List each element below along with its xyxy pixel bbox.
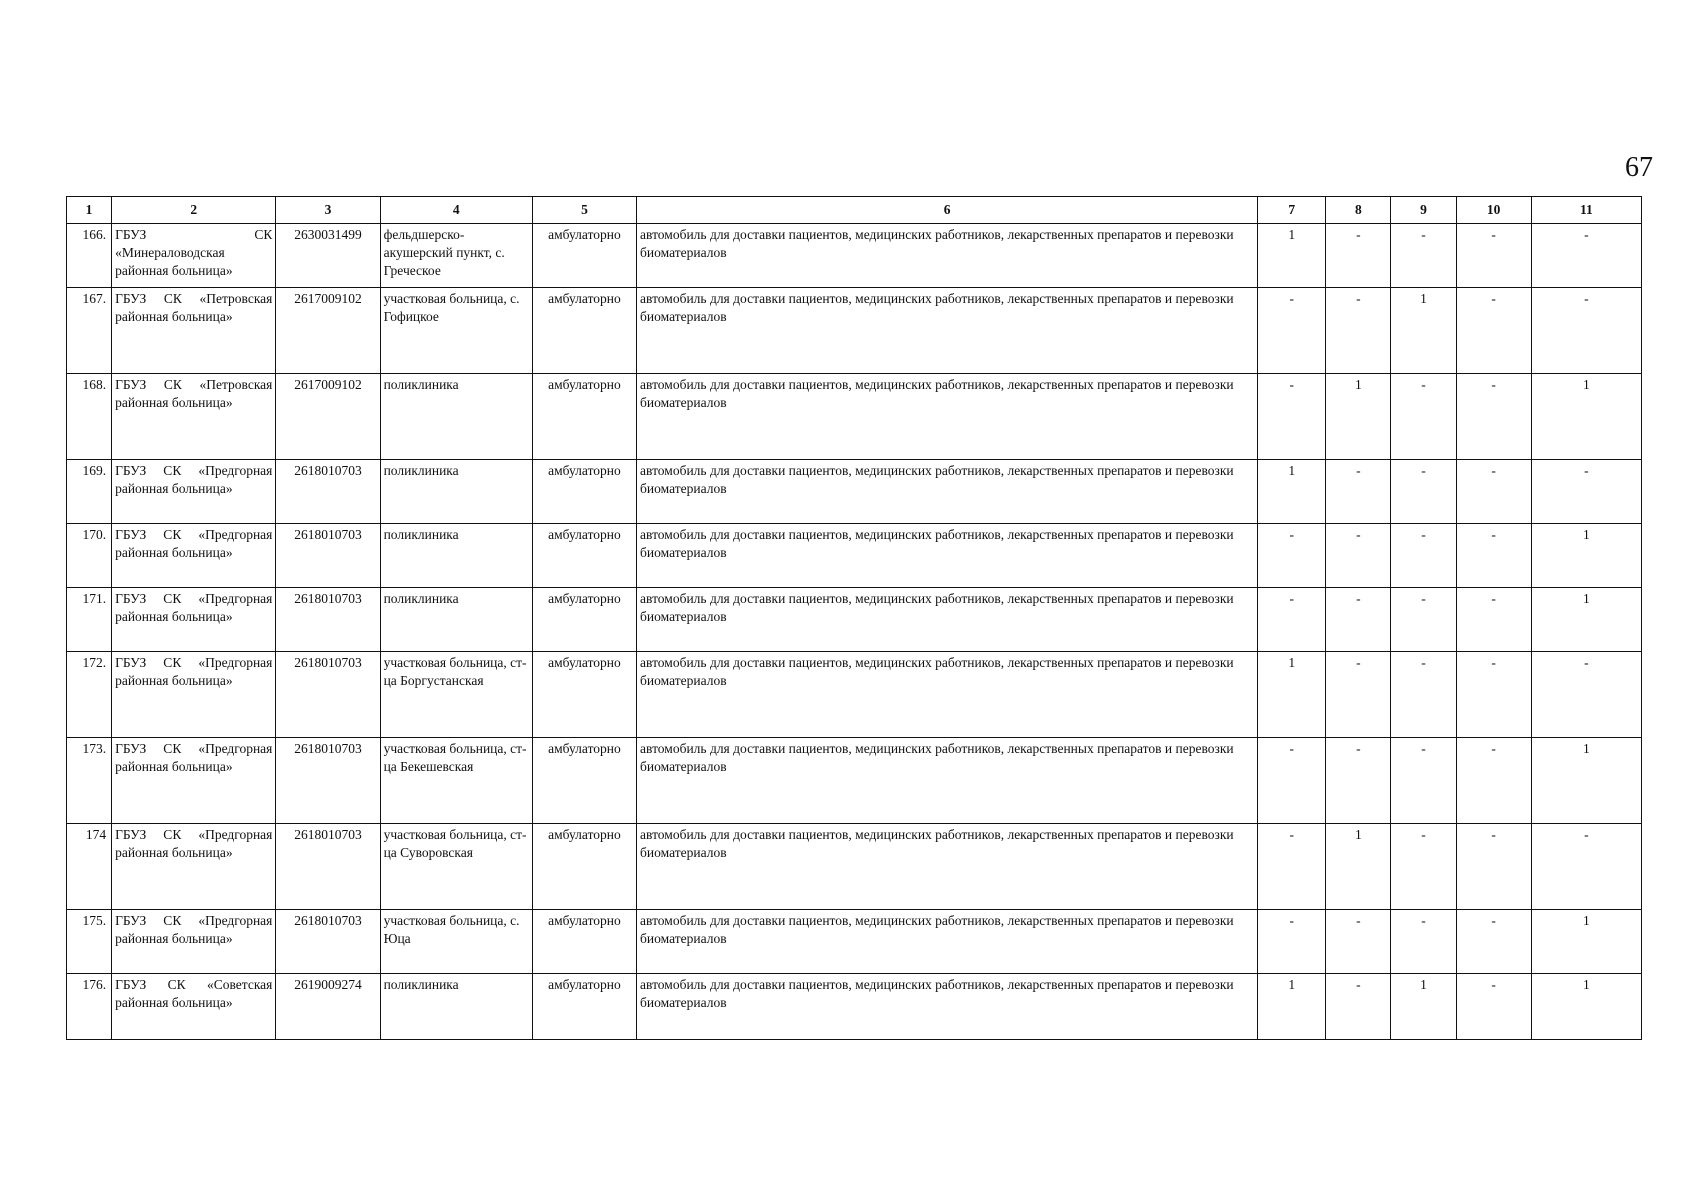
count-col-8: - bbox=[1326, 224, 1391, 288]
vehicle-purpose: автомобиль для доставки пациентов, медицинских работников, лекарственных препаратов и перевозки биоматериалов bbox=[637, 288, 1258, 374]
count-col-9: - bbox=[1391, 224, 1456, 288]
count-col-9: - bbox=[1391, 652, 1456, 738]
count-col-7: - bbox=[1258, 524, 1326, 588]
column-number-row bbox=[67, 197, 1642, 224]
organization-name: ГБУЗ СК «Предгорная районная больница» bbox=[112, 652, 276, 738]
facility-type: поликлиника bbox=[380, 374, 532, 460]
facility-type: поликлиника bbox=[380, 460, 532, 524]
count-col-7: - bbox=[1258, 738, 1326, 824]
facility-type: поликлиника bbox=[380, 974, 532, 1040]
count-col-10: - bbox=[1456, 288, 1531, 374]
column-header: 3 bbox=[276, 197, 380, 224]
count-col-8: - bbox=[1326, 910, 1391, 974]
care-form: амбулаторно bbox=[532, 974, 636, 1040]
count-col-9: - bbox=[1391, 824, 1456, 910]
count-col-7: - bbox=[1258, 288, 1326, 374]
table-row bbox=[67, 910, 1642, 974]
inn: 2618010703 bbox=[276, 738, 380, 824]
vehicle-allocation-table bbox=[66, 196, 1642, 1040]
organization-name: ГБУЗ СК «Советская районная больница» bbox=[112, 974, 276, 1040]
facility-type: поликлиника bbox=[380, 524, 532, 588]
count-col-9: - bbox=[1391, 910, 1456, 974]
organization-name: ГБУЗ СК «Предгорная районная больница» bbox=[112, 738, 276, 824]
count-col-8: - bbox=[1326, 738, 1391, 824]
vehicle-purpose: автомобиль для доставки пациентов, медицинских работников, лекарственных препаратов и перевозки биоматериалов bbox=[637, 460, 1258, 524]
row-number: 170. bbox=[67, 524, 112, 588]
page-number: 67 bbox=[1625, 152, 1653, 183]
table-row bbox=[67, 374, 1642, 460]
row-number: 176. bbox=[67, 974, 112, 1040]
count-col-10: - bbox=[1456, 524, 1531, 588]
table-row bbox=[67, 524, 1642, 588]
count-col-8: 1 bbox=[1326, 824, 1391, 910]
row-number: 172. bbox=[67, 652, 112, 738]
count-col-8: - bbox=[1326, 288, 1391, 374]
row-number: 173. bbox=[67, 738, 112, 824]
count-col-8: - bbox=[1326, 588, 1391, 652]
inn: 2619009274 bbox=[276, 974, 380, 1040]
table-row bbox=[67, 460, 1642, 524]
count-col-9: - bbox=[1391, 460, 1456, 524]
count-col-11: 1 bbox=[1531, 974, 1641, 1040]
care-form: амбулаторно bbox=[532, 738, 636, 824]
care-form: амбулаторно bbox=[532, 652, 636, 738]
count-col-11: - bbox=[1531, 224, 1641, 288]
count-col-7: 1 bbox=[1258, 652, 1326, 738]
count-col-9: 1 bbox=[1391, 288, 1456, 374]
count-col-10: - bbox=[1456, 374, 1531, 460]
inn: 2618010703 bbox=[276, 824, 380, 910]
count-col-7: - bbox=[1258, 374, 1326, 460]
inn: 2618010703 bbox=[276, 524, 380, 588]
table-row bbox=[67, 974, 1642, 1040]
count-col-9: - bbox=[1391, 374, 1456, 460]
row-number: 171. bbox=[67, 588, 112, 652]
facility-type: участковая больница, ст-ца Суворовская bbox=[380, 824, 532, 910]
count-col-10: - bbox=[1456, 588, 1531, 652]
column-header: 6 bbox=[637, 197, 1258, 224]
care-form: амбулаторно bbox=[532, 524, 636, 588]
count-col-11: - bbox=[1531, 652, 1641, 738]
facility-type: участковая больница, с. Гофицкое bbox=[380, 288, 532, 374]
count-col-11: - bbox=[1531, 288, 1641, 374]
count-col-10: - bbox=[1456, 738, 1531, 824]
count-col-10: - bbox=[1456, 910, 1531, 974]
row-number: 168. bbox=[67, 374, 112, 460]
column-header: 9 bbox=[1391, 197, 1456, 224]
inn: 2630031499 bbox=[276, 224, 380, 288]
organization-name: ГБУЗ СК «Предгорная районная больница» bbox=[112, 910, 276, 974]
vehicle-purpose: автомобиль для доставки пациентов, медицинских работников, лекарственных препаратов и перевозки биоматериалов bbox=[637, 910, 1258, 974]
inn: 2618010703 bbox=[276, 652, 380, 738]
vehicle-purpose: автомобиль для доставки пациентов, медицинских работников, лекарственных препаратов и перевозки биоматериалов bbox=[637, 224, 1258, 288]
care-form: амбулаторно bbox=[532, 460, 636, 524]
count-col-11: 1 bbox=[1531, 738, 1641, 824]
count-col-8: - bbox=[1326, 460, 1391, 524]
care-form: амбулаторно bbox=[532, 288, 636, 374]
count-col-9: - bbox=[1391, 738, 1456, 824]
organization-name: ГБУЗ СК «Петровская районная больница» bbox=[112, 288, 276, 374]
count-col-7: - bbox=[1258, 824, 1326, 910]
count-col-11: - bbox=[1531, 460, 1641, 524]
table-row bbox=[67, 652, 1642, 738]
table-row bbox=[67, 738, 1642, 824]
facility-type: участковая больница, с. Юца bbox=[380, 910, 532, 974]
count-col-10: - bbox=[1456, 824, 1531, 910]
row-number: 175. bbox=[67, 910, 112, 974]
count-col-10: - bbox=[1456, 974, 1531, 1040]
organization-name: ГБУЗ СК «Предгорная районная больница» bbox=[112, 824, 276, 910]
count-col-7: - bbox=[1258, 910, 1326, 974]
count-col-9: - bbox=[1391, 524, 1456, 588]
column-header: 7 bbox=[1258, 197, 1326, 224]
vehicle-purpose: автомобиль для доставки пациентов, медицинских работников, лекарственных препаратов и перевозки биоматериалов bbox=[637, 524, 1258, 588]
count-col-7: 1 bbox=[1258, 974, 1326, 1040]
table-row bbox=[67, 588, 1642, 652]
facility-type: участковая больница, ст-ца Бекешевская bbox=[380, 738, 532, 824]
care-form: амбулаторно bbox=[532, 374, 636, 460]
column-header: 10 bbox=[1456, 197, 1531, 224]
care-form: амбулаторно bbox=[532, 224, 636, 288]
inn: 2618010703 bbox=[276, 910, 380, 974]
count-col-11: 1 bbox=[1531, 374, 1641, 460]
count-col-8: 1 bbox=[1326, 374, 1391, 460]
count-col-10: - bbox=[1456, 224, 1531, 288]
inn: 2618010703 bbox=[276, 588, 380, 652]
count-col-7: 1 bbox=[1258, 224, 1326, 288]
organization-name: ГБУЗ СК «Предгорная районная больница» bbox=[112, 588, 276, 652]
row-number: 169. bbox=[67, 460, 112, 524]
count-col-10: - bbox=[1456, 652, 1531, 738]
organization-name: ГБУЗ СК «Минераловодская районная больница» bbox=[112, 224, 276, 288]
vehicle-purpose: автомобиль для доставки пациентов, медицинских работников, лекарственных препаратов и перевозки биоматериалов bbox=[637, 652, 1258, 738]
table-row bbox=[67, 288, 1642, 374]
count-col-11: 1 bbox=[1531, 910, 1641, 974]
vehicle-purpose: автомобиль для доставки пациентов, медицинских работников, лекарственных препаратов и перевозки биоматериалов bbox=[637, 974, 1258, 1040]
vehicle-purpose: автомобиль для доставки пациентов, медицинских работников, лекарственных препаратов и перевозки биоматериалов bbox=[637, 824, 1258, 910]
column-header: 5 bbox=[532, 197, 636, 224]
column-header: 1 bbox=[67, 197, 112, 224]
count-col-9: 1 bbox=[1391, 974, 1456, 1040]
table-row bbox=[67, 224, 1642, 288]
row-number: 166. bbox=[67, 224, 112, 288]
row-number: 174 bbox=[67, 824, 112, 910]
count-col-7: - bbox=[1258, 588, 1326, 652]
vehicle-purpose: автомобиль для доставки пациентов, медицинских работников, лекарственных препаратов и перевозки биоматериалов bbox=[637, 588, 1258, 652]
care-form: амбулаторно bbox=[532, 588, 636, 652]
vehicle-purpose: автомобиль для доставки пациентов, медицинских работников, лекарственных препаратов и перевозки биоматериалов bbox=[637, 738, 1258, 824]
facility-type: участковая больница, ст-ца Боргустанская bbox=[380, 652, 532, 738]
facility-type: поликлиника bbox=[380, 588, 532, 652]
care-form: амбулаторно bbox=[532, 910, 636, 974]
column-header: 8 bbox=[1326, 197, 1391, 224]
count-col-11: 1 bbox=[1531, 524, 1641, 588]
facility-type: фельдшерско-акушерский пункт, с. Греческое bbox=[380, 224, 532, 288]
table-row bbox=[67, 824, 1642, 910]
column-header: 4 bbox=[380, 197, 532, 224]
organization-name: ГБУЗ СК «Петровская районная больница» bbox=[112, 374, 276, 460]
count-col-11: 1 bbox=[1531, 588, 1641, 652]
inn: 2617009102 bbox=[276, 288, 380, 374]
count-col-9: - bbox=[1391, 588, 1456, 652]
organization-name: ГБУЗ СК «Предгорная районная больница» bbox=[112, 524, 276, 588]
count-col-7: 1 bbox=[1258, 460, 1326, 524]
count-col-8: - bbox=[1326, 524, 1391, 588]
count-col-11: - bbox=[1531, 824, 1641, 910]
count-col-10: - bbox=[1456, 460, 1531, 524]
care-form: амбулаторно bbox=[532, 824, 636, 910]
vehicle-purpose: автомобиль для доставки пациентов, медицинских работников, лекарственных препаратов и перевозки биоматериалов bbox=[637, 374, 1258, 460]
count-col-8: - bbox=[1326, 652, 1391, 738]
organization-name: ГБУЗ СК «Предгорная районная больница» bbox=[112, 460, 276, 524]
column-header: 11 bbox=[1531, 197, 1641, 224]
inn: 2617009102 bbox=[276, 374, 380, 460]
row-number: 167. bbox=[67, 288, 112, 374]
column-header: 2 bbox=[112, 197, 276, 224]
count-col-8: - bbox=[1326, 974, 1391, 1040]
inn: 2618010703 bbox=[276, 460, 380, 524]
